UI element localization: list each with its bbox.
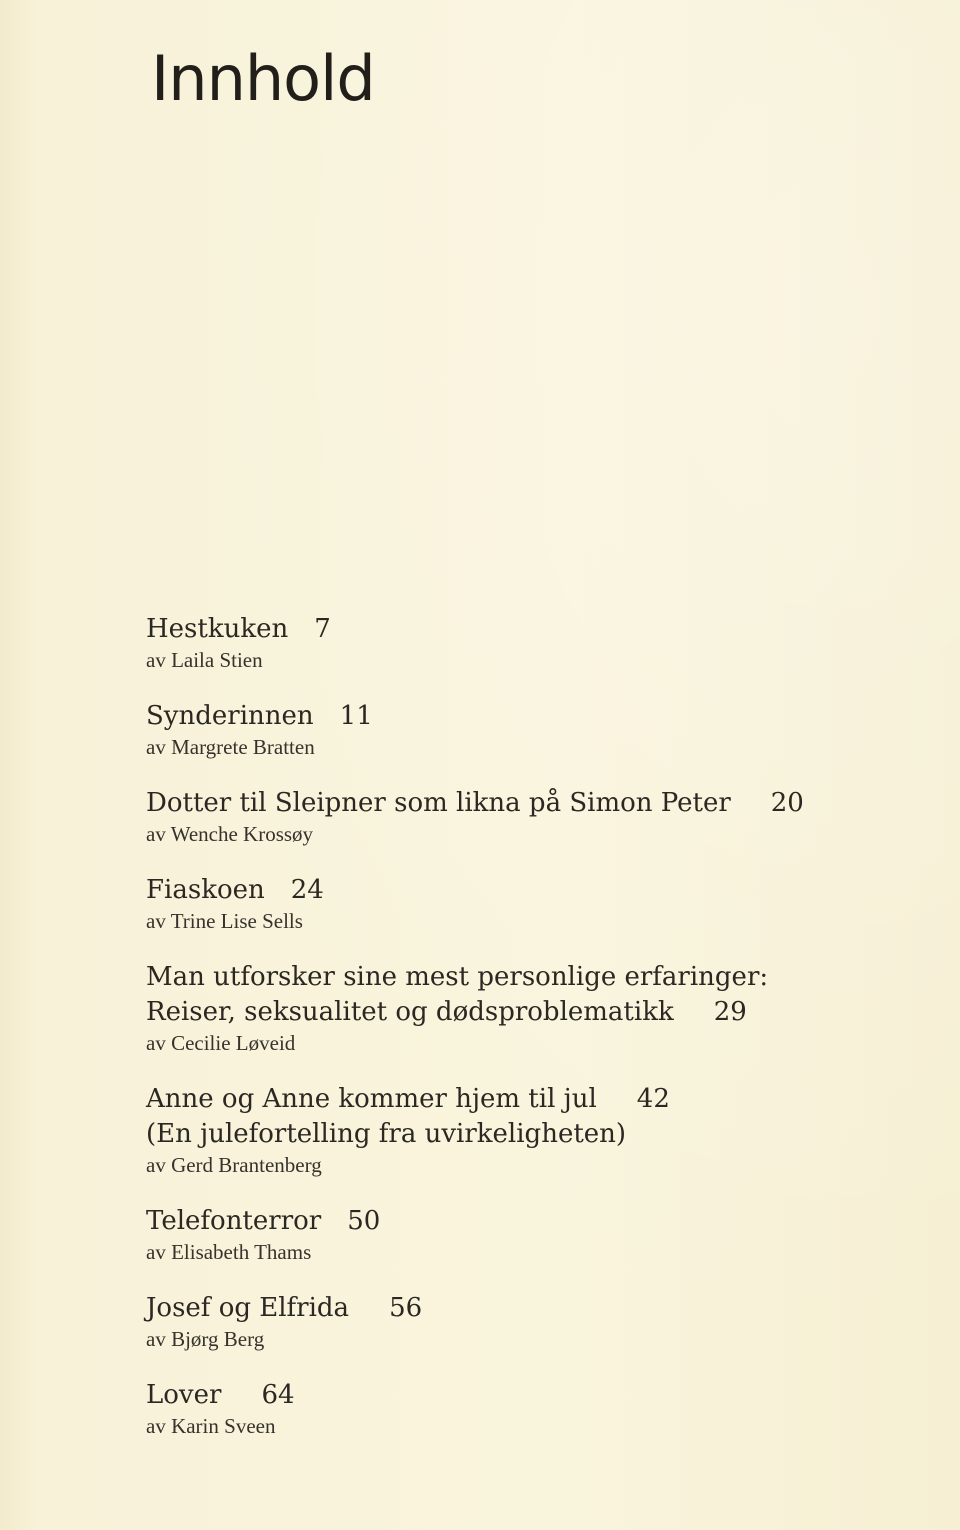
toc-entry — [146, 699, 373, 760]
page-number: 64 — [261, 1380, 295, 1410]
entry-title-line — [146, 612, 331, 647]
entry-title: Telefonterror — [146, 1206, 322, 1236]
entry-title: Josef og Elfrida — [146, 1293, 350, 1323]
toc-entry — [146, 786, 804, 847]
toc-entry — [146, 960, 768, 1056]
entry-author: av Cecilie Løveid — [146, 1031, 296, 1055]
toc-entry — [146, 612, 331, 673]
toc-entry — [146, 1204, 380, 1265]
entry-title-line — [146, 1291, 422, 1326]
entry-title-line — [146, 699, 373, 734]
entry-author: av Karin Sveen — [146, 1414, 276, 1438]
entry-author: av Wenche Krossøy — [146, 822, 314, 846]
entry-title: Lover — [146, 1380, 222, 1410]
entry-author: av Trine Lise Sells — [146, 909, 303, 933]
entry-author: av Gerd Brantenberg — [146, 1153, 322, 1177]
entry-title-line — [146, 1378, 295, 1413]
entry-title: Hestkuken — [146, 614, 289, 644]
toc-entry — [146, 1378, 295, 1439]
page-number: 50 — [347, 1206, 381, 1236]
toc-entry — [146, 1291, 422, 1352]
page-number: 56 — [389, 1293, 423, 1323]
entry-author: av Elisabeth Thams — [146, 1240, 312, 1264]
entry-author: av Bjørg Berg — [146, 1327, 265, 1351]
entry-title: Anne og Anne kommer hjem til jul — [146, 1084, 597, 1114]
entry-author: av Laila Stien — [146, 648, 263, 672]
entry-title-line: (En julefortelling fra uvirkeligheten) — [146, 1119, 627, 1149]
page-number: 24 — [290, 875, 324, 905]
entry-title: Reiser, seksualitet og dødsproblematikk — [146, 997, 674, 1027]
entry-author: av Margrete Bratten — [146, 735, 315, 759]
toc-entry — [146, 873, 324, 934]
toc-entry — [146, 1082, 670, 1178]
entry-title-line — [146, 1082, 670, 1117]
page-number: 11 — [339, 701, 373, 731]
entry-title: Dotter til Sleipner som likna på Simon Peter — [146, 788, 731, 818]
entry-title-line — [146, 786, 804, 821]
entry-title: Fiaskoen — [146, 875, 265, 905]
entry-title-line — [146, 995, 768, 1030]
page-number: 7 — [314, 614, 331, 644]
page-number: 20 — [770, 788, 804, 818]
entry-title-line — [146, 1204, 380, 1239]
entry-title-line: Man utforsker sine mest personlige erfaringer: — [146, 962, 769, 992]
page-title: Innhold — [151, 42, 375, 115]
entry-title-line — [146, 873, 324, 908]
entry-title: Synderinnen — [146, 701, 314, 731]
page-number: 42 — [636, 1084, 670, 1114]
page-number: 29 — [713, 997, 747, 1027]
